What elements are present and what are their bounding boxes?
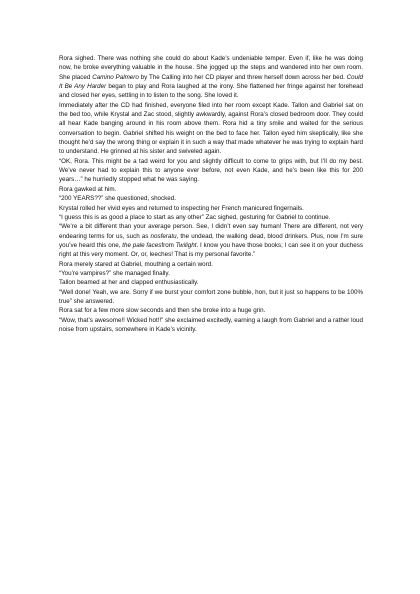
italic-title-text: Could It Be Any Harder (59, 73, 364, 91)
paragraph (59, 194, 363, 203)
paragraph (59, 306, 363, 315)
italic-title-text: Camino Palmero (92, 73, 139, 81)
paragraph-text: Rora sat for a few more slow seconds and then she broke into a huge grin. (59, 307, 266, 315)
paragraph (59, 269, 363, 278)
paragraph (59, 316, 363, 335)
paragraph-text: Rora gawked at him. (59, 185, 117, 193)
paragraph-text: Tallon beamed at her and clapped enthusiastically. (59, 279, 199, 287)
document-page (59, 54, 363, 334)
paragraph (59, 213, 363, 222)
paragraph-text: began to play and Rora laughed at the irony. She flattened her fringe against her forehead and closed her eyes, settling in to listen to the song. She loved it. (59, 83, 364, 100)
italic-title-text: the pale faces (122, 241, 162, 249)
paragraph-text: by The Calling into her CD player and threw herself down across her bed. (138, 73, 347, 81)
paragraph (59, 101, 363, 157)
paragraph-text: Rora sighed. There was nothing she could do about Kade’s undeniable temper. Even if, like he was doing now, he broke everything valuable in the house. She jogged up the steps and wandered into her own room. She placed (59, 55, 363, 81)
italic-title-text: nosferatu (150, 232, 177, 240)
paragraph-text: Rora merely stared at Gabriel, mouthing a certain word. (59, 260, 213, 268)
italic-title-text: Twilight (175, 241, 197, 249)
paragraph-text: “I guess this is as good a place to start as any other” Zac sighed, gesturing for Gabriel to continue. (59, 213, 331, 221)
paragraph (59, 185, 363, 194)
paragraph (59, 222, 363, 259)
document-body (59, 54, 363, 334)
paragraph (59, 278, 363, 287)
paragraph (59, 157, 363, 185)
paragraph-text: Immediately after the CD had finished, everyone filed into her room except Kade. Tallon and Gabriel sat on the bed too, while Krystal and Zac stood, slightly awkwardly, against Rora’s closed bedroom door. They could all hear Kade banging around in his room above them. Rora hid a tiny smile and waited for the serious conversation to begin. Gabriel shifted his weight on the bed to face her. Tallon eyed him skeptically, like she thought he’d say the wrong thing or explain it in such a way that made whatever he was trying to explain hard to understand. He grinned at his sister and swiveled again. (59, 101, 363, 156)
paragraph-text: , the undead, the walking dead, blood drinkers. Plus, now I’m sure you’ve heard this one, (59, 232, 364, 249)
paragraph-text: “Well done! Yeah, we are. Sorry if we burst your comfort zone bubble, hon, but it just so happens to be 100% true” she answered. (59, 288, 363, 305)
paragraph-text: “OK, Rora. This might be a tad weird for you and slightly difficult to come to grips with, but I’ll do my best. We’ve never had to explain this to anyone ever before, not even Kade, and he’s been like this for 200 years…” he hurriedly stopped what he was saying. (59, 157, 363, 184)
paragraph-text: “You’re vampires?” she managed finally. (59, 269, 170, 277)
paragraph-text: “200 YEARS??” she questioned, shocked. (59, 195, 176, 203)
paragraph (59, 260, 363, 269)
paragraph (59, 54, 363, 101)
paragraph (59, 204, 363, 213)
paragraph-text: from (161, 241, 176, 249)
paragraph-text: “We’re a bit different than your average person. See, I didn’t even say human! There are different, not very endearing terms for us, such as (59, 223, 363, 240)
paragraph (59, 288, 363, 307)
paragraph-text: . I know you have those books; I can see it on your duchess right at this very moment. Or, or, leeches! That is my personal favorite.” (59, 241, 364, 259)
paragraph-text: Krystal rolled her vivid eyes and returned to inspecting her French manicured fingernails. (59, 204, 304, 212)
paragraph-text: “Wow, that’s awesome!! Wicked hot!!” she exclaimed excitedly, earning a laugh from Gabriel and a rather loud noise from upstairs, somewhere in Kade’s vicinity. (59, 316, 363, 333)
